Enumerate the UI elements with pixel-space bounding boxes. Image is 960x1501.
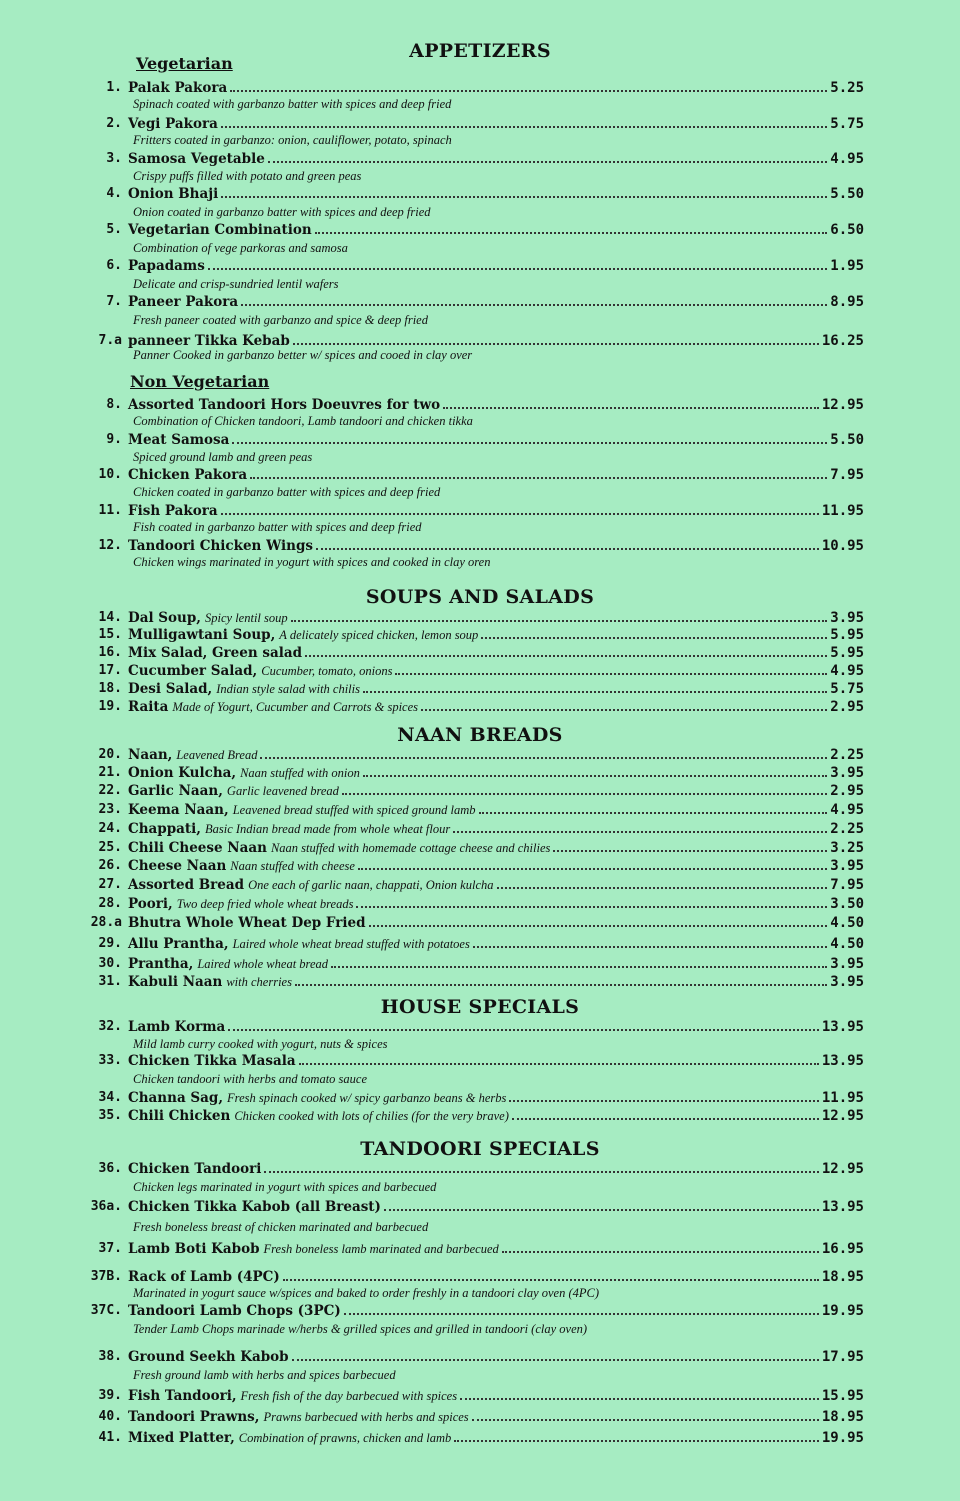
leader-dots [363, 691, 827, 693]
item-number: 22. [98, 783, 122, 798]
item-name: Mulligawtani Soup, [128, 627, 276, 643]
item-number: 19. [98, 699, 122, 714]
soups-title: SOUPS AND SALADS [365, 586, 595, 608]
menu-item [88, 1052, 864, 1070]
leader-dots [260, 757, 827, 759]
item-name: Chili Cheese Naan [128, 840, 267, 856]
naan-title: NAAN BREADS [397, 724, 563, 746]
item-description: Spinach coated with garbanzo batter with spices and deep fried [133, 97, 452, 111]
menu-item [88, 1268, 864, 1286]
item-number: 1. [106, 80, 122, 95]
item-name: Chili Chicken [128, 1108, 231, 1124]
leader-dots [305, 655, 827, 657]
item-price: 4.50 [830, 936, 864, 952]
leader-dots [358, 868, 827, 870]
item-description: Fresh paneer coated with garbanzo and spice & deep fried [133, 313, 428, 327]
item-inline-description: Made of Yogurt, Cucumber and Carrots & spices [172, 700, 419, 714]
item-number: 14. [98, 610, 122, 625]
item-price: 5.95 [830, 645, 864, 661]
item-price: 19.95 [821, 1303, 864, 1319]
item-price: 4.95 [830, 663, 864, 679]
menu-item [88, 1348, 864, 1366]
item-description: Chicken legs marinated in yogurt with spices and barbecued [133, 1180, 437, 1194]
item-name: Tandoori Chicken Wings [128, 538, 313, 554]
item-price: 15.95 [821, 1388, 864, 1404]
menu-item [88, 876, 864, 894]
item-number: 18. [98, 681, 122, 696]
menu-item [88, 914, 864, 932]
item-inline-description: Spicy lentil soup [205, 611, 288, 625]
item-price: 16.95 [821, 1241, 864, 1257]
item-number: 9. [106, 432, 122, 447]
item-price: 4.50 [830, 915, 864, 931]
leader-dots [369, 925, 828, 927]
item-inline-description: Cucumber, tomato, onions [261, 664, 393, 678]
item-name: Vegi Pakora [128, 116, 218, 132]
item-name: Fish Pakora [128, 503, 218, 519]
item-number: 37C. [90, 1303, 122, 1318]
item-description: Marinated in yogurt sauce w/spices and baked to order freshly in a tandoori clay oven (4PC) [133, 1286, 600, 1300]
item-name: Poori, [128, 896, 173, 912]
item-price: 5.75 [830, 116, 864, 132]
item-number: 23. [98, 802, 122, 817]
item-inline-description: Naan stuffed with homemade cottage cheese and chilies [270, 841, 551, 855]
item-number: 35. [98, 1108, 122, 1123]
item-inline-description: Leavened Bread [176, 748, 258, 762]
leader-dots [293, 343, 819, 345]
item-name: Desi Salad, [128, 681, 213, 697]
item-name: Papadams [128, 258, 205, 274]
leader-dots [356, 906, 827, 908]
leader-dots [292, 1359, 819, 1361]
leader-dots [481, 637, 827, 639]
leader-dots [344, 1313, 819, 1315]
menu-item [88, 662, 864, 680]
item-price: 1.95 [830, 258, 864, 274]
item-number: 17. [98, 663, 122, 678]
item-number: 10. [98, 467, 122, 482]
leader-dots [283, 1279, 819, 1281]
menu-item [88, 782, 864, 800]
item-number: 12. [98, 538, 122, 553]
item-name: Cheese Naan [128, 858, 227, 874]
item-price: 3.95 [830, 974, 864, 990]
item-inline-description: Two deep fried whole wheat breads [176, 897, 354, 911]
item-name: Naan, [128, 747, 173, 763]
item-description: Chicken wings marinated in yogurt with spices and cooked in clay oren [133, 555, 491, 569]
item-inline-description: Naan stuffed with onion [240, 766, 360, 780]
item-name: Dal Soup, [128, 610, 201, 626]
item-number: 8. [106, 397, 122, 412]
menu-item [88, 820, 864, 838]
leader-dots [230, 90, 827, 92]
menu-item [88, 895, 864, 913]
item-name: Mixed Platter, [128, 1430, 235, 1446]
item-description: Fish coated in garbanzo batter with spices and deep fried [133, 520, 422, 534]
item-name: Cucumber Salad, [128, 663, 258, 679]
menu-item [88, 644, 864, 662]
item-inline-description: Laired whole wheat bread [197, 957, 328, 971]
leader-dots [228, 1029, 819, 1031]
item-name: Lamb Boti Kabob [128, 1241, 260, 1257]
menu-item [88, 609, 864, 627]
item-name: Garlic Naan, [128, 783, 223, 799]
item-price: 7.95 [830, 467, 864, 483]
leader-dots [295, 984, 827, 986]
item-description: Onion coated in garbanzo batter with spices and deep fried [133, 205, 431, 219]
menu-item [88, 1429, 864, 1447]
menu-item [88, 955, 864, 973]
item-number: 11. [98, 503, 122, 518]
menu-item [88, 150, 864, 168]
item-number: 41. [98, 1430, 122, 1445]
item-inline-description: Fresh boneless lamb marinated and barbecued [263, 1242, 499, 1256]
leader-dots [264, 1171, 818, 1173]
leader-dots [512, 1118, 819, 1120]
menu-item [88, 257, 864, 275]
item-number: 7. [106, 294, 122, 309]
item-price: 5.50 [830, 432, 864, 448]
leader-dots [232, 442, 827, 444]
house-specials-title: HOUSE SPECIALS [380, 996, 580, 1018]
item-price: 5.95 [830, 627, 864, 643]
menu-item [88, 502, 864, 520]
menu-item [88, 746, 864, 764]
item-inline-description: Laired whole wheat bread stuffed with potatoes [232, 937, 470, 951]
leader-dots [241, 304, 827, 306]
leader-dots [460, 1398, 819, 1400]
non-vegetarian-subtitle: Non Vegetarian [130, 372, 270, 391]
item-price: 17.95 [821, 1349, 864, 1365]
item-name: Fish Tandoori, [128, 1388, 237, 1404]
leader-dots [421, 709, 827, 711]
item-price: 10.95 [821, 538, 864, 554]
menu-item [88, 801, 864, 819]
item-name: Keema Naan, [128, 802, 229, 818]
item-description: Mild lamb curry cooked with yogurt, nuts & spices [133, 1037, 388, 1051]
leader-dots [384, 1209, 819, 1211]
item-name: Chicken Pakora [128, 467, 248, 483]
item-name: Mix Salad, Green salad [128, 645, 303, 661]
item-price: 6.50 [830, 222, 864, 238]
menu-item [88, 396, 864, 414]
item-description: Panner Cooked in garbanzo better w/ spices and cooed in clay over [133, 348, 473, 362]
item-price: 12.95 [821, 397, 864, 413]
item-inline-description: Fresh fish of the day barbecued with spices [240, 1389, 458, 1403]
leader-dots [473, 946, 827, 948]
item-price: 13.95 [821, 1199, 864, 1215]
item-name: Kabuli Naan [128, 974, 223, 990]
item-price: 13.95 [821, 1019, 864, 1035]
item-name: Assorted Tandoori Hors Doeuvres for two [128, 397, 441, 413]
menu-item [88, 1107, 864, 1125]
menu-item [88, 431, 864, 449]
item-price: 3.95 [830, 956, 864, 972]
item-number: 25. [98, 840, 122, 855]
item-inline-description: Chicken cooked with lots of chilies (for the very brave) [234, 1109, 509, 1123]
item-number: 16. [98, 645, 122, 660]
menu-item [88, 79, 864, 97]
item-price: 2.25 [830, 747, 864, 763]
item-price: 3.25 [830, 840, 864, 856]
item-number: 36a. [90, 1199, 122, 1214]
leader-dots [315, 232, 828, 234]
menu-item [88, 1387, 864, 1405]
item-price: 3.95 [830, 765, 864, 781]
leader-dots [221, 196, 827, 198]
item-name: Chappati, [128, 821, 201, 837]
item-name: Chicken Tikka Kabob (all Breast) [128, 1199, 381, 1215]
menu-item [88, 221, 864, 239]
item-price: 4.95 [830, 802, 864, 818]
item-price: 5.25 [830, 80, 864, 96]
appetizers-title: APPETIZERS [409, 40, 551, 62]
item-price: 2.95 [830, 699, 864, 715]
item-price: 12.95 [821, 1108, 864, 1124]
item-inline-description: One each of garlic naan, chappati, Onion kulcha [248, 878, 494, 892]
item-price: 3.95 [830, 858, 864, 874]
item-description: Fresh boneless breast of chicken marinated and barbecued [133, 1220, 429, 1234]
leader-dots [497, 887, 828, 889]
item-number: 21. [98, 765, 122, 780]
menu-item [88, 1408, 864, 1426]
item-price: 18.95 [821, 1409, 864, 1425]
item-number: 34. [98, 1090, 122, 1105]
item-inline-description: Naan stuffed with cheese [230, 859, 355, 873]
item-number: 26. [98, 858, 122, 873]
leader-dots [443, 407, 819, 409]
item-price: 11.95 [821, 503, 864, 519]
item-description: Crispy puffs filled with potato and green peas [133, 169, 362, 183]
item-name: Meat Samosa [128, 432, 230, 448]
item-name: Chicken Tandoori [128, 1161, 262, 1177]
menu-item [88, 626, 864, 644]
leader-dots [316, 548, 819, 550]
item-description: Chicken tandoori with herbs and tomato sauce [133, 1072, 368, 1086]
item-price: 7.95 [830, 877, 864, 893]
item-price: 11.95 [821, 1090, 864, 1106]
item-price: 3.95 [830, 610, 864, 626]
item-number: 27. [98, 877, 122, 892]
item-number: 31. [98, 974, 122, 989]
menu-item [88, 293, 864, 311]
item-number: 39. [98, 1388, 122, 1403]
menu-item [88, 1240, 864, 1258]
item-number: 40. [98, 1409, 122, 1424]
item-inline-description: Combination of prawns, chicken and lamb [238, 1431, 452, 1445]
item-price: 2.25 [830, 821, 864, 837]
menu-item [88, 1089, 864, 1107]
item-price: 16.25 [821, 333, 864, 349]
item-number: 28.a [90, 915, 122, 930]
menu-item [88, 185, 864, 203]
menu-item [88, 680, 864, 698]
item-number: 37B. [90, 1269, 122, 1284]
item-number: 33. [98, 1053, 122, 1068]
item-price: 18.95 [821, 1269, 864, 1285]
item-description: Fritters coated in garbanzo: onion, cauliflower, potato, spinach [133, 133, 452, 147]
menu-item [88, 115, 864, 133]
item-number: 38. [98, 1349, 122, 1364]
item-name: Palak Pakora [128, 80, 228, 96]
menu-item [88, 1160, 864, 1178]
leader-dots [363, 775, 827, 777]
item-number: 4. [106, 186, 122, 201]
item-number: 28. [98, 896, 122, 911]
item-name: Rack of Lamb (4PC) [128, 1269, 280, 1285]
item-price: 19.95 [821, 1430, 864, 1446]
menu-item [88, 1302, 864, 1320]
item-name: Tandoori Lamb Chops (3PC) [128, 1303, 341, 1319]
item-price: 5.50 [830, 186, 864, 202]
item-price: 3.50 [830, 896, 864, 912]
item-number: 20. [98, 747, 122, 762]
item-inline-description: Basic Indian bread made from whole wheat flour [205, 822, 451, 836]
item-description: Chicken coated in garbanzo batter with spices and deep fried [133, 485, 441, 499]
item-number: 32. [98, 1019, 122, 1034]
item-name: Onion Kulcha, [128, 765, 237, 781]
item-name: Paneer Pakora [128, 294, 239, 310]
leader-dots [291, 620, 828, 622]
item-price: 8.95 [830, 294, 864, 310]
item-number: 36. [98, 1161, 122, 1176]
leader-dots [509, 1100, 818, 1102]
leader-dots [221, 126, 827, 128]
item-inline-description: Indian style salad with chilis [216, 682, 360, 696]
tandoori-specials-title: TANDOORI SPECIALS [360, 1138, 600, 1160]
leader-dots [268, 161, 827, 163]
leader-dots [342, 793, 827, 795]
item-description: Fresh ground lamb with herbs and spices barbecued [133, 1368, 396, 1382]
item-number: 5. [106, 222, 122, 237]
item-description: Combination of Chicken tandoori, Lamb tandoori and chicken tikka [133, 414, 473, 428]
item-name: Onion Bhaji [128, 186, 219, 202]
item-number: 6. [106, 258, 122, 273]
item-inline-description: A delicately spiced chicken, lemon soup [279, 628, 479, 642]
leader-dots [502, 1251, 819, 1253]
item-name: Raita [128, 699, 169, 715]
menu-item [88, 537, 864, 555]
leader-dots [208, 268, 827, 270]
leader-dots [395, 673, 827, 675]
leader-dots [299, 1063, 819, 1065]
item-number: 24. [98, 821, 122, 836]
item-price: 12.95 [821, 1161, 864, 1177]
item-inline-description: Leavened bread stuffed with spiced ground lamb [232, 803, 476, 817]
item-price: 5.75 [830, 681, 864, 697]
item-inline-description: Fresh spinach cooked w/ spicy garbanzo beans & herbs [227, 1091, 507, 1105]
item-description: Spiced ground lamb and green peas [133, 450, 313, 464]
item-name: Ground Seekh Kabob [128, 1349, 289, 1365]
item-inline-description: Prawns barbecued with herbs and spices [263, 1410, 469, 1424]
leader-dots [472, 1419, 819, 1421]
item-number: 3. [106, 151, 122, 166]
item-price: 4.95 [830, 151, 864, 167]
item-description: Combination of vege parkoras and samosa [133, 241, 348, 255]
menu-item [88, 466, 864, 484]
item-number: 30. [98, 956, 122, 971]
vegetarian-subtitle: Vegetarian [136, 54, 233, 73]
item-number: 7.a [98, 333, 122, 348]
item-name: Assorted Bread [128, 877, 245, 893]
item-inline-description: Garlic leavened bread [226, 784, 339, 798]
menu-item [88, 973, 864, 991]
item-name: Allu Prantha, [128, 936, 229, 952]
menu-item [88, 1018, 864, 1036]
leader-dots [250, 477, 827, 479]
menu-item [88, 1198, 864, 1216]
item-inline-description: with cherries [226, 975, 292, 989]
item-description: Delicate and crisp-sundried lentil wafers [133, 277, 339, 291]
menu-item [88, 839, 864, 857]
leader-dots [453, 831, 827, 833]
menu-item [88, 935, 864, 953]
leader-dots [479, 812, 828, 814]
item-name: Channa Sag, [128, 1090, 224, 1106]
item-name: Bhutra Whole Wheat Dep Fried [128, 915, 366, 931]
item-name: Prantha, [128, 956, 194, 972]
item-price: 2.95 [830, 783, 864, 799]
leader-dots [454, 1440, 819, 1442]
menu-item [88, 698, 864, 716]
menu-item [88, 857, 864, 875]
item-description: Tender Lamb Chops marinade w/herbs & grilled spices and grilled in tandoori (clay oven) [133, 1322, 588, 1336]
item-number: 37. [98, 1241, 122, 1256]
item-price: 13.95 [821, 1053, 864, 1069]
item-number: 15. [98, 627, 122, 642]
item-number: 29. [98, 936, 122, 951]
item-name: Vegetarian Combination [128, 222, 312, 238]
menu-item [88, 764, 864, 782]
leader-dots [331, 966, 827, 968]
item-name: Tandoori Prawns, [128, 1409, 260, 1425]
leader-dots [221, 513, 819, 515]
item-name: Samosa Vegetable [128, 151, 265, 167]
item-name: Lamb Korma [128, 1019, 226, 1035]
leader-dots [553, 850, 827, 852]
item-name: Chicken Tikka Masala [128, 1053, 296, 1069]
item-name: panneer Tikka Kebab [128, 333, 290, 349]
item-number: 2. [106, 116, 122, 131]
